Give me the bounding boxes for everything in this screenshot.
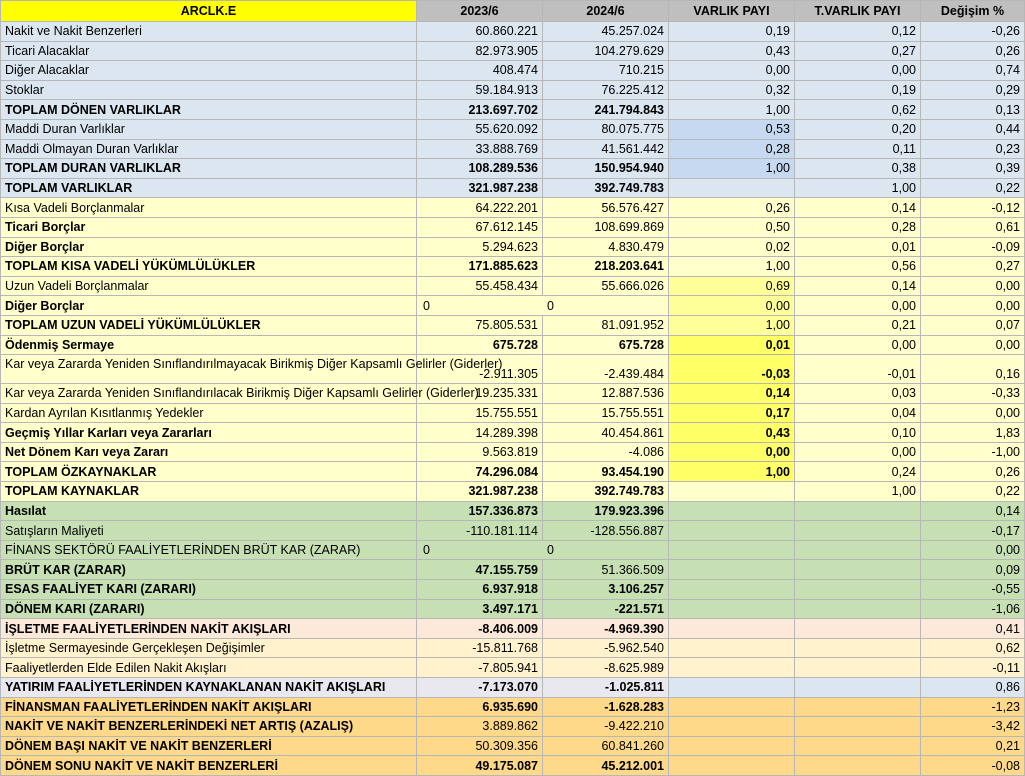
cell-2024[interactable]: 51.366.509: [543, 560, 669, 580]
cell-degisim[interactable]: -0,08: [921, 756, 1025, 776]
cell-t-varlik-payi[interactable]: 0,11: [795, 139, 921, 159]
cell-2024[interactable]: 41.561.442: [543, 139, 669, 159]
cell-t-varlik-payi[interactable]: 0,00: [795, 61, 921, 81]
cell-varlik-payi[interactable]: [669, 540, 795, 560]
cell-2024[interactable]: -1.025.811: [543, 678, 669, 698]
cell-varlik-payi[interactable]: 0,69: [669, 276, 795, 296]
cell-varlik-payi[interactable]: 0,32: [669, 80, 795, 100]
row-label[interactable]: Uzun Vadeli Borçlanmalar: [1, 276, 417, 296]
cell-t-varlik-payi[interactable]: [795, 717, 921, 737]
cell-degisim[interactable]: 0,44: [921, 119, 1025, 139]
row-label[interactable]: Ticari Borçlar: [1, 217, 417, 237]
cell-degisim[interactable]: -0,55: [921, 580, 1025, 600]
row-label[interactable]: YATIRIM FAALİYETLERİNDEN KAYNAKLANAN NAKİT AKIŞLARI: [1, 678, 417, 698]
cell-t-varlik-payi[interactable]: [795, 697, 921, 717]
row-label[interactable]: Geçmiş Yıllar Karları veya Zararları: [1, 423, 417, 443]
cell-t-varlik-payi[interactable]: [795, 521, 921, 541]
cell-varlik-payi[interactable]: [669, 736, 795, 756]
row-label[interactable]: TOPLAM DURAN VARLIKLAR: [1, 159, 417, 179]
cell-varlik-payi[interactable]: 0,26: [669, 198, 795, 218]
cell-t-varlik-payi[interactable]: [795, 599, 921, 619]
cell-t-varlik-payi[interactable]: [795, 638, 921, 658]
cell-2024[interactable]: 392.749.783: [543, 178, 669, 198]
table-row: [1, 61, 1025, 81]
table-row: [1, 335, 1025, 355]
row-label[interactable]: TOPLAM KAYNAKLAR: [1, 482, 417, 502]
cell-2023[interactable]: 59.184.913: [417, 80, 543, 100]
cell-t-varlik-payi[interactable]: 0,00: [795, 442, 921, 462]
cell-2023: 0: [423, 298, 430, 313]
cell-degisim[interactable]: 0,13: [921, 100, 1025, 120]
cell-t-varlik-payi[interactable]: 0,56: [795, 257, 921, 277]
cell-t-varlik-payi[interactable]: 0,00: [795, 335, 921, 355]
row-label[interactable]: BRÜT KAR (ZARAR): [1, 560, 417, 580]
cell-varlik-payi[interactable]: 0,14: [669, 384, 795, 404]
cell-degisim[interactable]: 0,26: [921, 41, 1025, 61]
cell-varlik-payi[interactable]: 0,43: [669, 423, 795, 443]
cell-2024[interactable]: -128.556.887: [543, 521, 669, 541]
table-row: [1, 119, 1025, 139]
cell-t-varlik-payi[interactable]: [795, 560, 921, 580]
cell-2024[interactable]: 392.749.783: [543, 482, 669, 502]
table-row: [1, 100, 1025, 120]
row-label[interactable]: Ticari Alacaklar: [1, 41, 417, 61]
cell-2023[interactable]: 5.294.623: [417, 237, 543, 257]
cell-2023[interactable]: 33.888.769: [417, 139, 543, 159]
cell-2024[interactable]: -221.571: [543, 599, 669, 619]
cell-2024[interactable]: 56.576.427: [543, 198, 669, 218]
cell-2023[interactable]: 55.620.092: [417, 119, 543, 139]
cell-varlik-payi[interactable]: 0,00: [669, 442, 795, 462]
table-row: [1, 139, 1025, 159]
table-row: [1, 80, 1025, 100]
row-label[interactable]: Kar veya Zararda Yeniden Sınıflandırılacak Birikmiş Diğer Kapsamlı Gelirler (Giderler): [1, 384, 417, 404]
table-row: [1, 482, 1025, 502]
header-row: [1, 1, 1025, 22]
cell-2023[interactable]: 50.309.356: [417, 736, 543, 756]
row-label[interactable]: DÖNEM KARI (ZARARI): [1, 599, 417, 619]
cell-varlik-payi[interactable]: [669, 638, 795, 658]
cell-t-varlik-payi[interactable]: 0,38: [795, 159, 921, 179]
table-row: [1, 521, 1025, 541]
cell-degisim[interactable]: 0,16: [921, 355, 1025, 384]
table-row: [1, 756, 1025, 776]
row-label[interactable]: Maddi Duran Varlıklar: [1, 119, 417, 139]
table-row: [1, 22, 1025, 42]
row-label[interactable]: Kardan Ayrılan Kısıtlanmış Yedekler: [1, 403, 417, 423]
cell-2024[interactable]: 218.203.641: [543, 257, 669, 277]
row-label[interactable]: DÖNEM BAŞI NAKİT VE NAKİT BENZERLERİ: [1, 736, 417, 756]
cell-2024: 0: [547, 543, 554, 558]
cell-2024[interactable]: 55.666.026: [543, 276, 669, 296]
cell-degisim[interactable]: 0,09: [921, 560, 1025, 580]
row-label[interactable]: Nakit ve Nakit Benzerleri: [1, 22, 417, 42]
table-row: [1, 678, 1025, 698]
cell-2024[interactable]: 81.091.952: [543, 315, 669, 335]
cell-2024[interactable]: 710.215: [543, 61, 669, 81]
table-row: [1, 384, 1025, 404]
cell-2024[interactable]: 93.454.190: [543, 462, 669, 482]
table-row: [1, 658, 1025, 678]
cell-t-varlik-payi[interactable]: [795, 540, 921, 560]
cell-2024[interactable]: -2.439.484: [543, 355, 669, 384]
cell-2023[interactable]: 213.697.702: [417, 100, 543, 120]
cell-degisim[interactable]: 0,23: [921, 139, 1025, 159]
cell-2023[interactable]: 108.289.536: [417, 159, 543, 179]
cell-2023[interactable]: 408.474: [417, 61, 543, 81]
row-label[interactable]: TOPLAM ÖZKAYNAKLAR: [1, 462, 417, 482]
column-header-varlik-payi[interactable]: VARLIK PAYI: [669, 1, 795, 22]
cell-t-varlik-payi[interactable]: 0,14: [795, 198, 921, 218]
row-label[interactable]: Diğer Borçlar: [1, 296, 417, 316]
cell-varlik-payi[interactable]: 1,00: [669, 257, 795, 277]
table-row: [1, 717, 1025, 737]
table-row: [1, 619, 1025, 639]
cell-2023[interactable]: -8.406.009: [417, 619, 543, 639]
cell-degisim[interactable]: 0,22: [921, 178, 1025, 198]
table-row: [1, 178, 1025, 198]
cell-2024[interactable]: 76.225.412: [543, 80, 669, 100]
cell-degisim[interactable]: -1,06: [921, 599, 1025, 619]
cell-t-varlik-payi[interactable]: 0,01: [795, 237, 921, 257]
cell-2023[interactable]: 55.458.434: [417, 276, 543, 296]
cell-2024[interactable]: -4.969.390: [543, 619, 669, 639]
row-label[interactable]: TOPLAM VARLIKLAR: [1, 178, 417, 198]
cell-2024[interactable]: 179.923.396: [543, 501, 669, 521]
table-row: [1, 462, 1025, 482]
row-label[interactable]: Diğer Borçlar: [1, 237, 417, 257]
table-row: [1, 237, 1025, 257]
table-row: [1, 599, 1025, 619]
row-label[interactable]: TOPLAM DÖNEN VARLIKLAR: [1, 100, 417, 120]
table-row: [1, 580, 1025, 600]
cell-t-varlik-payi[interactable]: [795, 658, 921, 678]
cell-varlik-payi[interactable]: [669, 178, 795, 198]
cell-2024[interactable]: 4.830.479: [543, 237, 669, 257]
cell-degisim[interactable]: -1,00: [921, 442, 1025, 462]
row-label[interactable]: Kısa Vadeli Borçlanmalar: [1, 198, 417, 218]
row-label[interactable]: Faaliyetlerden Elde Edilen Nakit Akışları: [1, 658, 417, 678]
cell-degisim[interactable]: -1,23: [921, 697, 1025, 717]
cell-degisim[interactable]: 0,00: [921, 335, 1025, 355]
row-label[interactable]: NAKİT VE NAKİT BENZERLERİNDEKİ NET ARTIŞ (AZALIŞ): [1, 717, 417, 737]
table-row: [1, 198, 1025, 218]
row-label[interactable]: TOPLAM KISA VADELİ YÜKÜMLÜLÜKLER: [1, 257, 417, 277]
cell-2024[interactable]: 60.841.260: [543, 736, 669, 756]
cell-t-varlik-payi[interactable]: 0,24: [795, 462, 921, 482]
row-label[interactable]: İŞLETME FAALİYETLERİNDEN NAKİT AKIŞLARI: [1, 619, 417, 639]
cell-degisim[interactable]: 0,07: [921, 315, 1025, 335]
table-row: [1, 442, 1025, 462]
cell-2023[interactable]: 15.755.551: [417, 403, 543, 423]
cell-varlik-payi[interactable]: [669, 501, 795, 521]
cell-varlik-payi[interactable]: 0,43: [669, 41, 795, 61]
cell-2023[interactable]: -110.181.114: [417, 521, 543, 541]
cell-t-varlik-payi[interactable]: [795, 580, 921, 600]
table-row: [1, 315, 1025, 335]
cell-degisim[interactable]: 0,74: [921, 61, 1025, 81]
table-row: [1, 276, 1025, 296]
cell-t-varlik-payi[interactable]: 1,00: [795, 482, 921, 502]
cell-2023[interactable]: 75.805.531: [417, 315, 543, 335]
cell-degisim[interactable]: -0,11: [921, 658, 1025, 678]
row-label[interactable]: Diğer Alacaklar: [1, 61, 417, 81]
cell-t-varlik-payi[interactable]: [795, 619, 921, 639]
cell-2023[interactable]: 157.336.873: [417, 501, 543, 521]
cell-2023[interactable]: 3.889.862: [417, 717, 543, 737]
cell-2023[interactable]: 47.155.759: [417, 560, 543, 580]
cell-2024[interactable]: 3.106.257: [543, 580, 669, 600]
cell-2024[interactable]: 45.212.001: [543, 756, 669, 776]
cell-2023[interactable]: 321.987.238: [417, 178, 543, 198]
table-row: [1, 423, 1025, 443]
table-row: [1, 540, 1025, 560]
cell-varlik-payi[interactable]: 1,00: [669, 159, 795, 179]
cell-2024[interactable]: 675.728: [543, 335, 669, 355]
row-label[interactable]: TOPLAM UZUN VADELİ YÜKÜMLÜLÜKLER: [1, 315, 417, 335]
cell-varlik-payi[interactable]: 0,17: [669, 403, 795, 423]
cell-varlik-payi[interactable]: 1,00: [669, 100, 795, 120]
cell-degisim[interactable]: -0,26: [921, 22, 1025, 42]
cell-t-varlik-payi[interactable]: 0,62: [795, 100, 921, 120]
cell-t-varlik-payi[interactable]: [795, 501, 921, 521]
cell-2024[interactable]: -9.422.210: [543, 717, 669, 737]
table-row: [1, 41, 1025, 61]
cell-2023[interactable]: 321.987.238: [417, 482, 543, 502]
cell-2023[interactable]: -2.911.305: [417, 355, 543, 384]
column-header-t-varlik-payi[interactable]: T.VARLIK PAYI: [795, 1, 921, 22]
cell-2024[interactable]: 12.887.536: [543, 384, 669, 404]
cell-2023-2024-zero[interactable]: [417, 296, 669, 316]
table-row: [1, 217, 1025, 237]
table-row: [1, 638, 1025, 658]
cell-2023[interactable]: 67.612.145: [417, 217, 543, 237]
table-row: [1, 560, 1025, 580]
table-row: [1, 501, 1025, 521]
cell-2023[interactable]: -7.173.070: [417, 678, 543, 698]
cell-2024[interactable]: -1.628.283: [543, 697, 669, 717]
cell-degisim[interactable]: 0,22: [921, 482, 1025, 502]
cell-2023[interactable]: -15.811.768: [417, 638, 543, 658]
table-row: [1, 296, 1025, 316]
cell-varlik-payi[interactable]: 0,00: [669, 61, 795, 81]
cell-2024[interactable]: 80.075.775: [543, 119, 669, 139]
cell-degisim[interactable]: -0,33: [921, 384, 1025, 404]
cell-2024[interactable]: 108.699.869: [543, 217, 669, 237]
ticker-header[interactable]: ARCLK.E: [1, 1, 417, 22]
cell-degisim[interactable]: 0,41: [921, 619, 1025, 639]
cell-degisim[interactable]: 0,61: [921, 217, 1025, 237]
cell-varlik-payi[interactable]: 1,00: [669, 315, 795, 335]
table-row: [1, 697, 1025, 717]
cell-varlik-payi[interactable]: 0,00: [669, 296, 795, 316]
cell-t-varlik-payi[interactable]: 0,20: [795, 119, 921, 139]
cell-varlik-payi[interactable]: 0,53: [669, 119, 795, 139]
cell-t-varlik-payi[interactable]: [795, 736, 921, 756]
cell-degisim[interactable]: -0,12: [921, 198, 1025, 218]
cell-t-varlik-payi[interactable]: 0,00: [795, 296, 921, 316]
cell-2023[interactable]: 19.235.331: [417, 384, 543, 404]
cell-varlik-payi[interactable]: [669, 482, 795, 502]
cell-degisim[interactable]: -0,17: [921, 521, 1025, 541]
cell-2023[interactable]: 82.973.905: [417, 41, 543, 61]
cell-varlik-payi[interactable]: [669, 521, 795, 541]
cell-degisim[interactable]: 0,00: [921, 296, 1025, 316]
cell-varlik-payi[interactable]: [669, 658, 795, 678]
cell-varlik-payi[interactable]: 0,19: [669, 22, 795, 42]
cell-varlik-payi[interactable]: -0,03: [669, 355, 795, 384]
cell-t-varlik-payi[interactable]: 0,12: [795, 22, 921, 42]
cell-2023[interactable]: 6.937.918: [417, 580, 543, 600]
row-label[interactable]: Net Dönem Karı veya Zararı: [1, 442, 417, 462]
cell-t-varlik-payi[interactable]: 0,10: [795, 423, 921, 443]
cell-degisim[interactable]: -3,42: [921, 717, 1025, 737]
cell-2023[interactable]: 3.497.171: [417, 599, 543, 619]
cell-2023[interactable]: 49.175.087: [417, 756, 543, 776]
cell-t-varlik-payi[interactable]: 1,00: [795, 178, 921, 198]
cell-degisim[interactable]: 0,00: [921, 403, 1025, 423]
cell-2024[interactable]: 15.755.551: [543, 403, 669, 423]
cell-t-varlik-payi[interactable]: 0,14: [795, 276, 921, 296]
row-label[interactable]: Stoklar: [1, 80, 417, 100]
cell-2023[interactable]: 675.728: [417, 335, 543, 355]
row-label[interactable]: ESAS FAALİYET KARI (ZARARI): [1, 580, 417, 600]
row-label[interactable]: Maddi Olmayan Duran Varlıklar: [1, 139, 417, 159]
row-label[interactable]: İşletme Sermayesinde Gerçekleşen Değişimler: [1, 638, 417, 658]
table-row: [1, 403, 1025, 423]
cell-t-varlik-payi[interactable]: 0,21: [795, 315, 921, 335]
cell-degisim[interactable]: 1,83: [921, 423, 1025, 443]
cell-degisim[interactable]: -0,09: [921, 237, 1025, 257]
cell-degisim[interactable]: 0,21: [921, 736, 1025, 756]
cell-t-varlik-payi[interactable]: [795, 756, 921, 776]
cell-varlik-payi[interactable]: [669, 717, 795, 737]
cell-varlik-payi[interactable]: 1,00: [669, 462, 795, 482]
cell-varlik-payi[interactable]: [669, 560, 795, 580]
cell-2024[interactable]: 40.454.861: [543, 423, 669, 443]
cell-2024[interactable]: 45.257.024: [543, 22, 669, 42]
cell-2024[interactable]: 241.794.843: [543, 100, 669, 120]
cell-varlik-payi[interactable]: [669, 756, 795, 776]
row-label[interactable]: Hasılat: [1, 501, 417, 521]
cell-degisim[interactable]: 0,27: [921, 257, 1025, 277]
cell-degisim[interactable]: 0,62: [921, 638, 1025, 658]
column-header-2024[interactable]: 2024/6: [543, 1, 669, 22]
row-label[interactable]: Satışların Maliyeti: [1, 521, 417, 541]
cell-varlik-payi[interactable]: 0,28: [669, 139, 795, 159]
table-row: [1, 355, 1025, 384]
row-label[interactable]: Kar veya Zararda Yeniden Sınıflandırılmayacak Birikmiş Diğer Kapsamlı Gelirler (Giderler): [1, 355, 417, 384]
cell-2023[interactable]: 6.935.690: [417, 697, 543, 717]
cell-degisim[interactable]: 0,39: [921, 159, 1025, 179]
table-row: [1, 159, 1025, 179]
cell-degisim[interactable]: 0,00: [921, 276, 1025, 296]
cell-t-varlik-payi[interactable]: -0,01: [795, 355, 921, 384]
cell-varlik-payi[interactable]: [669, 697, 795, 717]
cell-2023[interactable]: 74.296.084: [417, 462, 543, 482]
cell-t-varlik-payi[interactable]: 0,04: [795, 403, 921, 423]
cell-2024[interactable]: 104.279.629: [543, 41, 669, 61]
cell-varlik-payi[interactable]: [669, 580, 795, 600]
cell-2023[interactable]: 14.289.398: [417, 423, 543, 443]
cell-2023[interactable]: -7.805.941: [417, 658, 543, 678]
row-label[interactable]: FİNANSMAN FAALİYETLERİNDEN NAKİT AKIŞLARI: [1, 697, 417, 717]
column-header-degisim[interactable]: Değişim %: [921, 1, 1025, 22]
cell-degisim[interactable]: 0,26: [921, 462, 1025, 482]
cell-t-varlik-payi[interactable]: 0,28: [795, 217, 921, 237]
cell-2024[interactable]: -5.962.540: [543, 638, 669, 658]
cell-2023[interactable]: 9.563.819: [417, 442, 543, 462]
cell-2024[interactable]: 150.954.940: [543, 159, 669, 179]
table-row: [1, 736, 1025, 756]
cell-varlik-payi[interactable]: [669, 678, 795, 698]
cell-degisim[interactable]: 0,29: [921, 80, 1025, 100]
cell-2023-2024-zero[interactable]: [417, 540, 669, 560]
cell-t-varlik-payi[interactable]: 0,03: [795, 384, 921, 404]
cell-t-varlik-payi[interactable]: [795, 678, 921, 698]
row-label[interactable]: FİNANS SEKTÖRÜ FAALİYETLERİNDEN BRÜT KAR (ZARAR): [1, 540, 417, 560]
cell-2023[interactable]: 171.885.623: [417, 257, 543, 277]
table-row: [1, 257, 1025, 277]
cell-degisim[interactable]: 0,14: [921, 501, 1025, 521]
cell-varlik-payi[interactable]: [669, 599, 795, 619]
column-header-2023[interactable]: 2023/6: [417, 1, 543, 22]
row-label[interactable]: DÖNEM SONU NAKİT VE NAKİT BENZERLERİ: [1, 756, 417, 776]
cell-2023: 0: [423, 543, 430, 558]
cell-2023[interactable]: 64.222.201: [417, 198, 543, 218]
cell-2024[interactable]: -4.086: [543, 442, 669, 462]
cell-varlik-payi[interactable]: 0,02: [669, 237, 795, 257]
cell-2024: 0: [547, 298, 554, 313]
cell-2024[interactable]: -8.625.989: [543, 658, 669, 678]
row-label[interactable]: Ödenmiş Sermaye: [1, 335, 417, 355]
cell-2023[interactable]: 60.860.221: [417, 22, 543, 42]
cell-t-varlik-payi[interactable]: 0,27: [795, 41, 921, 61]
cell-varlik-payi[interactable]: 0,01: [669, 335, 795, 355]
cell-degisim[interactable]: 0,00: [921, 540, 1025, 560]
cell-varlik-payi[interactable]: [669, 619, 795, 639]
cell-t-varlik-payi[interactable]: 0,19: [795, 80, 921, 100]
cell-degisim[interactable]: 0,86: [921, 678, 1025, 698]
cell-varlik-payi[interactable]: 0,50: [669, 217, 795, 237]
